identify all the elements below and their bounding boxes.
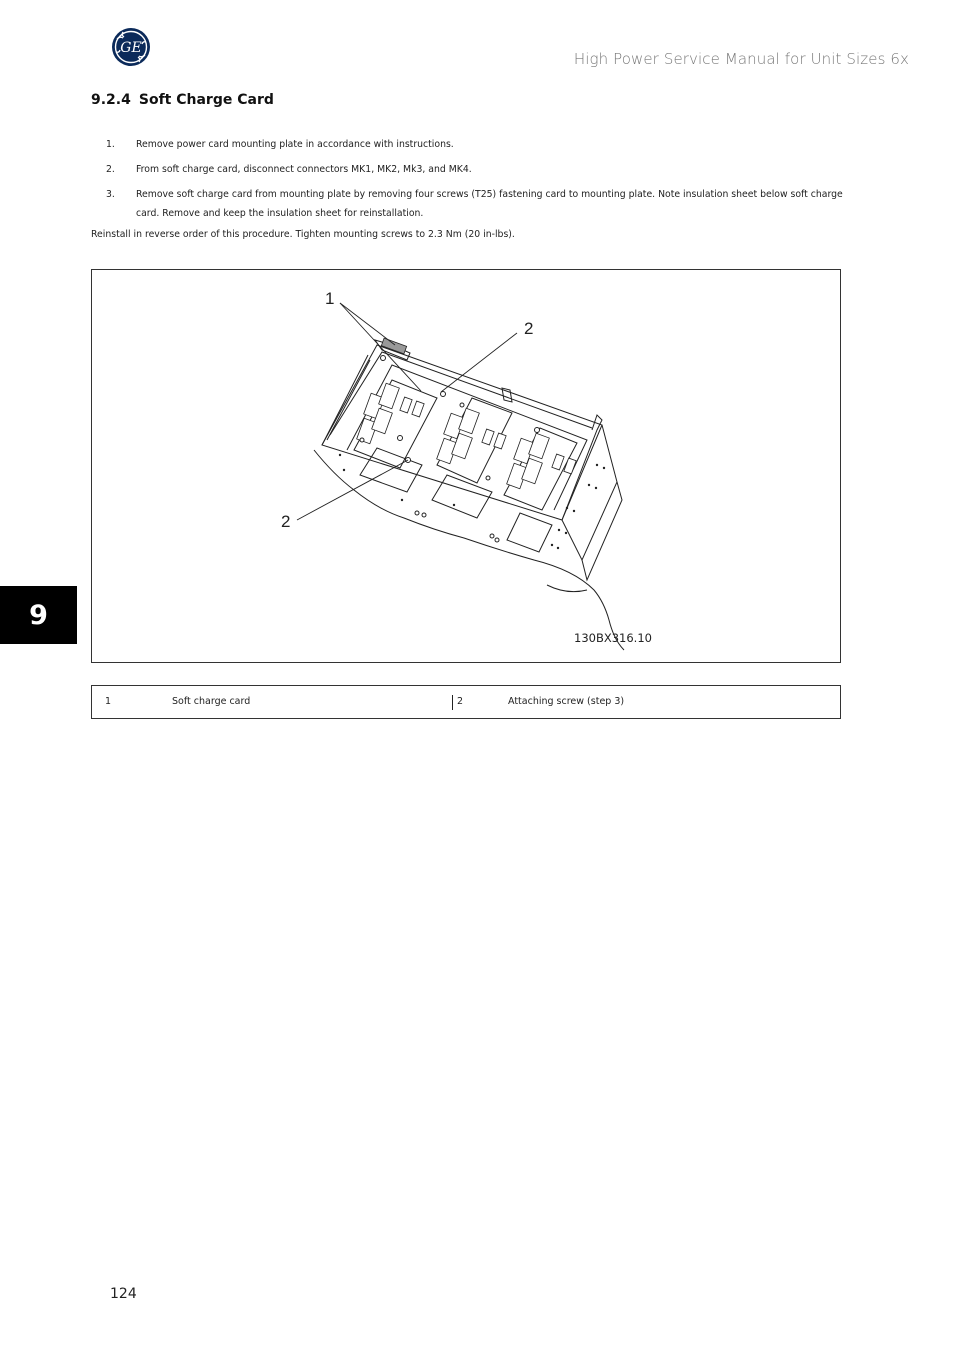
header-title: High Power Service Manual for Unit Sizes 6x bbox=[573, 50, 909, 68]
ge-logo bbox=[111, 27, 151, 67]
figure-legend bbox=[91, 685, 841, 719]
callout-1: 1 bbox=[325, 289, 335, 308]
page-number: 124 bbox=[110, 1286, 137, 1302]
svg-text:GE: GE bbox=[120, 40, 142, 56]
step-number: 1. bbox=[106, 139, 115, 150]
section-title: Soft Charge Card bbox=[138, 92, 274, 108]
legend-divider bbox=[452, 695, 453, 710]
reinstall-note: Reinstall in reverse order of this procedure. Tighten mounting screws to 2.3 Nm (20 in-lbs). bbox=[91, 229, 515, 240]
legend-label: Attaching screw (step 3) bbox=[508, 696, 625, 707]
step-text: Remove power card mounting plate in accordance with instructions. bbox=[136, 139, 454, 150]
legend-number: 1 bbox=[105, 696, 112, 707]
figure-id: 130BX316.10 bbox=[574, 631, 652, 645]
step-item bbox=[91, 185, 851, 223]
ge-logo-icon bbox=[111, 27, 151, 67]
section-heading bbox=[91, 92, 274, 108]
section-number: 9.2.4 bbox=[91, 92, 131, 108]
soft-charge-card-illustration bbox=[92, 270, 840, 662]
callout-2-bottom: 2 bbox=[281, 512, 291, 531]
callout-2-top: 2 bbox=[524, 319, 534, 338]
procedure-steps bbox=[91, 135, 851, 229]
step-number: 3. bbox=[106, 189, 115, 200]
step-item bbox=[91, 135, 851, 154]
step-text: From soft charge card, disconnect connectors MK1, MK2, Mk3, and MK4. bbox=[136, 164, 472, 175]
legend-number: 2 bbox=[457, 696, 464, 707]
chapter-tab: 9 bbox=[0, 586, 77, 644]
step-item bbox=[91, 160, 851, 179]
step-text: Remove soft charge card from mounting plate by removing four screws (T25) fastening card to mounting plate. Note insulation sheet below soft charge card. Remove and keep the insulation sheet for reinstallation. bbox=[136, 189, 843, 219]
legend-label: Soft charge card bbox=[172, 696, 251, 707]
step-number: 2. bbox=[106, 164, 115, 175]
figure-frame bbox=[91, 269, 841, 663]
